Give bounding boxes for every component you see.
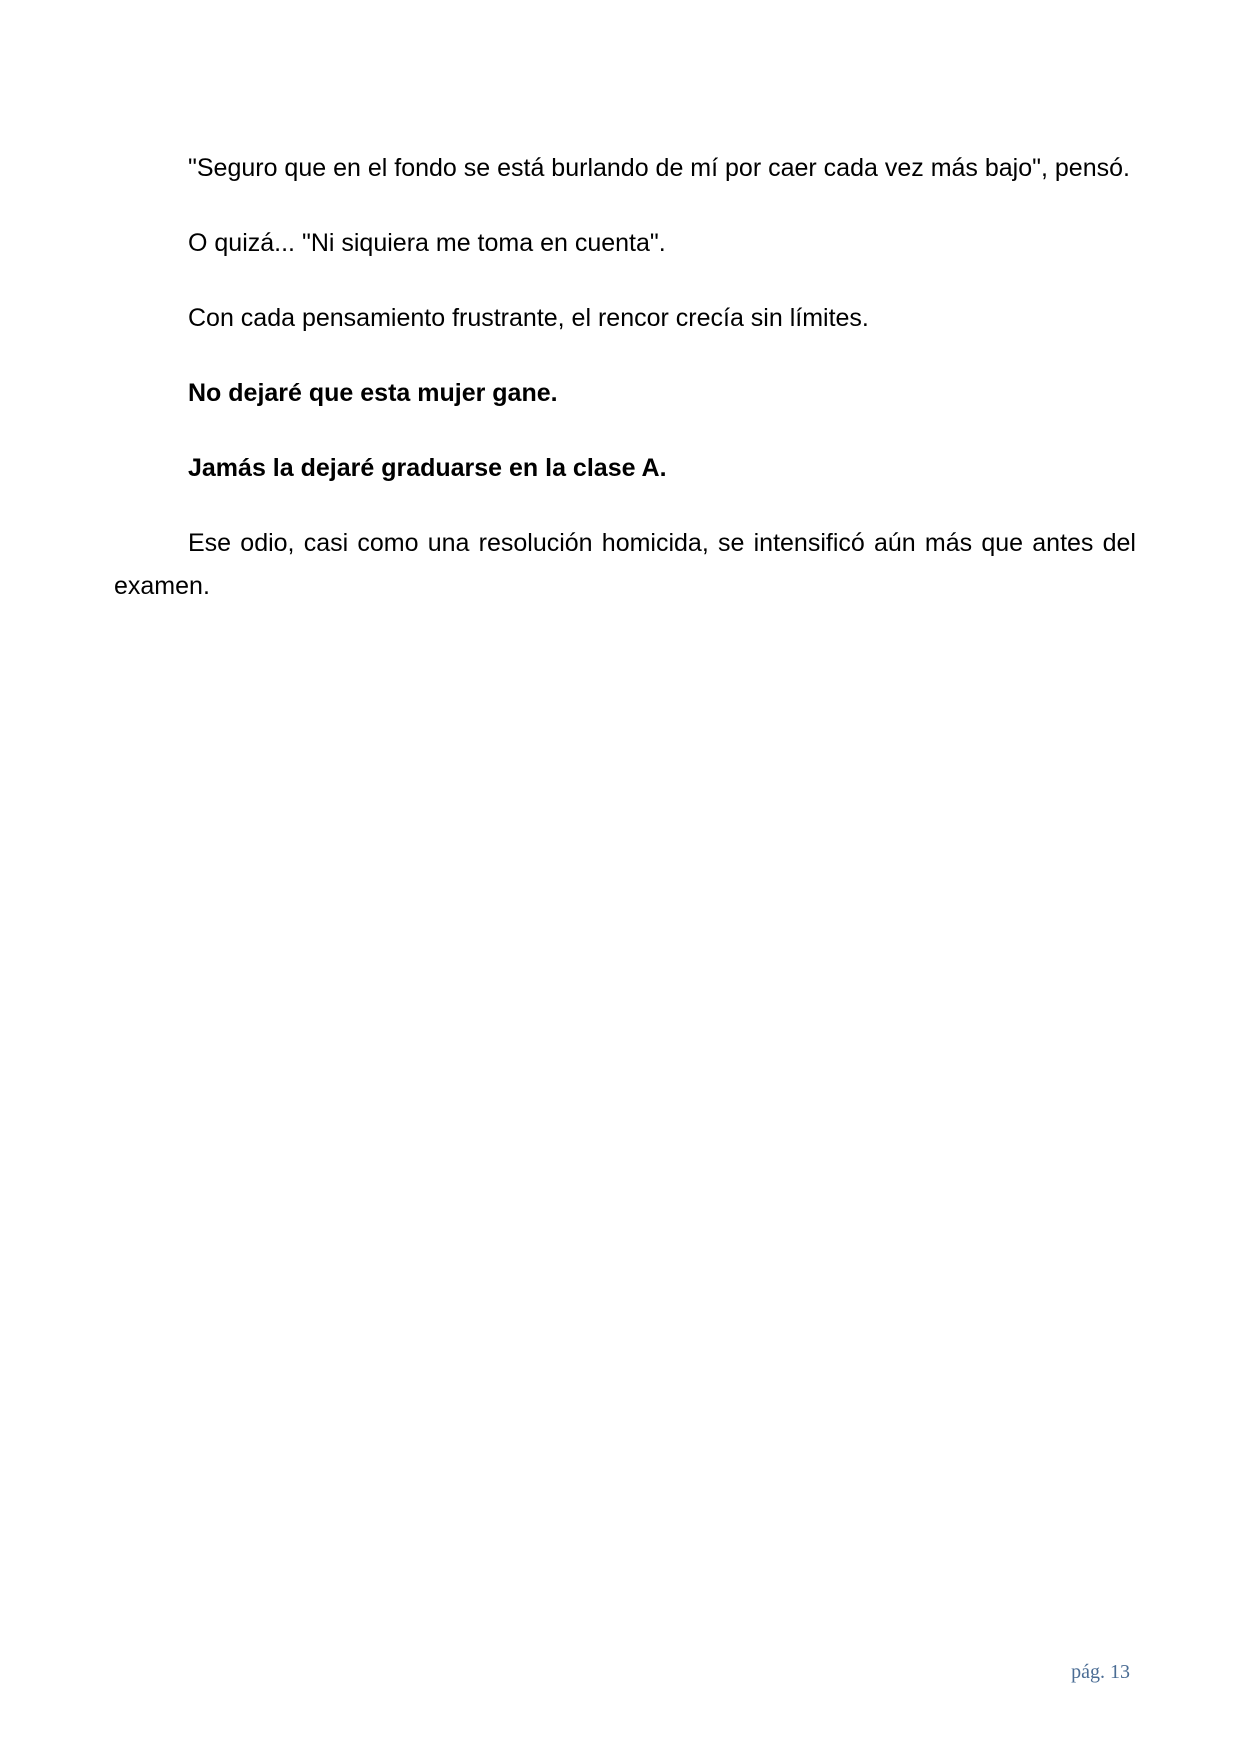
page-number: pág. 13 (1071, 1661, 1130, 1683)
paragraph-1: "Seguro que en el fondo se está burlando de mí por caer cada vez más bajo", pensó. (188, 154, 1130, 182)
paragraph-5-bold: Jamás la dejaré graduarse en la clase A. (188, 454, 667, 482)
paragraph-6: Ese odio, casi como una resolución homicida, se intensificó aún más que antes del examen. (114, 529, 1136, 600)
paragraph-2: O quizá... "Ni siquiera me toma en cuenta". (188, 229, 666, 257)
paragraph-3: Con cada pensamiento frustrante, el rencor crecía sin límites. (188, 304, 869, 332)
paragraph-4-bold: No dejaré que esta mujer gane. (188, 379, 558, 407)
document-body (114, 147, 1136, 640)
